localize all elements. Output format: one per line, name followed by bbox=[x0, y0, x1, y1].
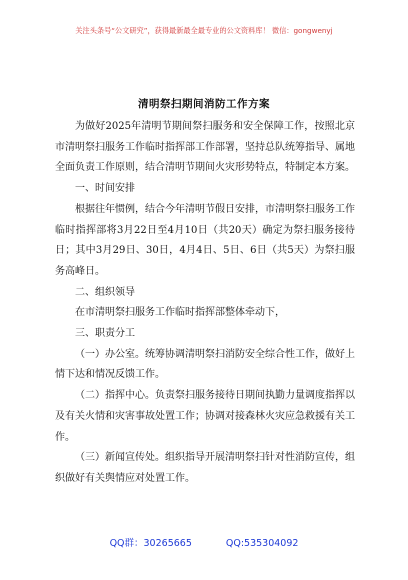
duty-office-paragraph: （一）办公室。统筹协调清明祭扫消防安全综合性工作，做好上情下达和情况反馈工作。 bbox=[55, 348, 355, 381]
section-heading-organization: 二、组织领导 bbox=[75, 286, 135, 298]
section-heading-duties: 三、职责分工 bbox=[75, 328, 135, 340]
duty-publicity-paragraph: （三）新闻宣传处。组织指导开展清明祭扫针对性消防宣传，组织做好有关舆情应对处置工作。 bbox=[55, 452, 355, 484]
organization-paragraph: 在市清明祭扫服务工作临时指挥部整体牵动下， bbox=[75, 307, 285, 319]
footer-contact bbox=[0, 535, 408, 549]
document-body bbox=[55, 117, 355, 490]
section-heading-schedule: 一、时间安排 bbox=[75, 183, 135, 195]
duty-command-center-paragraph: （二）指挥中心。负责祭扫服务接待日期间执勤力量调度指挥以及有关火情和灾害事故处置工作；协调对接森林火灾应急救援有关工作。 bbox=[55, 390, 355, 443]
footer-qq-group: QQ群：30265665 bbox=[109, 538, 192, 549]
footer-qq-number: QQ:535304092 bbox=[225, 538, 299, 549]
intro-paragraph: 为做好2025年清明节期间祭扫服务和安全保障工作，按照北京市清明祭扫服务工作临时指挥部工作部署，坚持总队统筹指导、属地全面负责工作原则，结合清明节期间火灾形势特点，特制定本方案。 bbox=[55, 121, 355, 174]
document-title: 清明祭扫期间消防工作方案 bbox=[138, 98, 270, 110]
schedule-paragraph: 根据往年惯例，结合今年清明节假日安排，市清明祭扫服务工作临时指挥部将3月22日至4月10日（共20天）确定为祭扫服务接待日；其中3月29日、30日，4月4日、5日、6日（共5天）为祭扫服务高峰日。 bbox=[55, 203, 355, 277]
header-promo-note: 关注头条号“公文研究”，获得最新最全最专业的公文资料库！ 微信：gongwenyj bbox=[75, 26, 333, 35]
